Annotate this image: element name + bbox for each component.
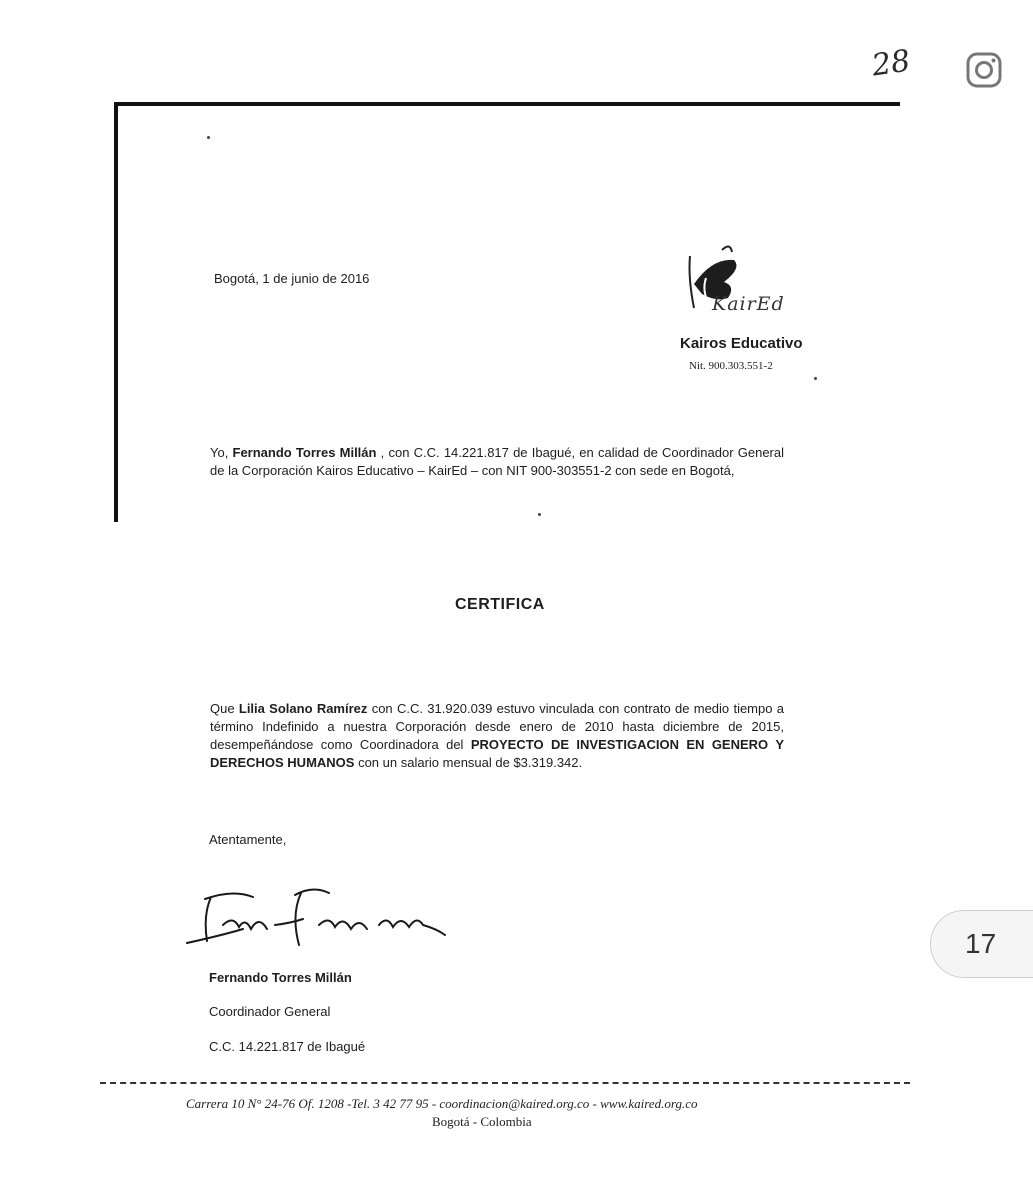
intro-paragraph xyxy=(210,444,784,480)
company-name: Kairos Educativo xyxy=(680,335,803,352)
footer-city: Bogotá - Colombia xyxy=(432,1114,532,1129)
scan-speck xyxy=(538,513,541,516)
page-indicator-button[interactable]: 17 xyxy=(930,910,1033,978)
letterhead-top-rule xyxy=(114,102,900,106)
logo-wordmark: KairEd xyxy=(712,293,785,315)
body-text-1: Que xyxy=(210,701,239,716)
project-name: PROYECTO DE INVESTIGACION EN GENERO Y DERECHOS HUMANOS xyxy=(210,737,784,770)
footer-contact-line: Carrera 10 N° 24-76 Of. 1208 -Tel. 3 42 77 95 - coordinacion@kaired.org.co - www.kaired.org.co xyxy=(186,1096,698,1111)
body-text-2: con C.C. 31.920.039 estuvo vinculada con contrato de medio tiempo a término Indefinido a nuestra Corporación desde enero de 2010 hasta diciembre de 2015, desempeñándose como Coordinadora del xyxy=(210,701,784,752)
letter-date: Bogotá, 1 de junio de 2016 xyxy=(214,271,370,286)
letterhead-left-rule xyxy=(114,102,118,522)
employee-name: Lilia Solano Ramírez xyxy=(238,701,368,716)
signer-id: C.C. 14.221.817 de Ibagué xyxy=(209,1039,366,1054)
footer-divider xyxy=(100,1082,910,1084)
body-text-3: con un salario mensual de $3.319.342. xyxy=(354,755,583,770)
closing-salutation: Atentamente, xyxy=(209,832,287,847)
signer-role: Coordinador General xyxy=(209,1004,331,1019)
intro-signer-name: Fernando Torres Millán xyxy=(232,445,377,460)
intro-text-2: , con C.C. 14.221.817 de Ibagué, en calidad de Coordinador General de la Corporación Kairos Educativo – KairEd – con NIT 900-303551-2 con sede en Bogotá, xyxy=(210,445,784,478)
kaired-logo-icon xyxy=(672,238,832,338)
signer-name: Fernando Torres Millán xyxy=(209,970,352,985)
certifica-heading: CERTIFICA xyxy=(455,596,545,613)
certification-paragraph xyxy=(210,700,784,772)
instagram-button[interactable] xyxy=(953,39,1015,101)
handwritten-page-number: 28 xyxy=(869,43,913,84)
handwritten-signature xyxy=(183,885,453,955)
instagram-icon xyxy=(964,50,1004,90)
scan-speck xyxy=(207,136,210,139)
intro-text-1: Yo, xyxy=(210,445,233,460)
scan-speck xyxy=(814,377,817,380)
company-nit: Nit. 900.303.551-2 xyxy=(689,360,773,372)
